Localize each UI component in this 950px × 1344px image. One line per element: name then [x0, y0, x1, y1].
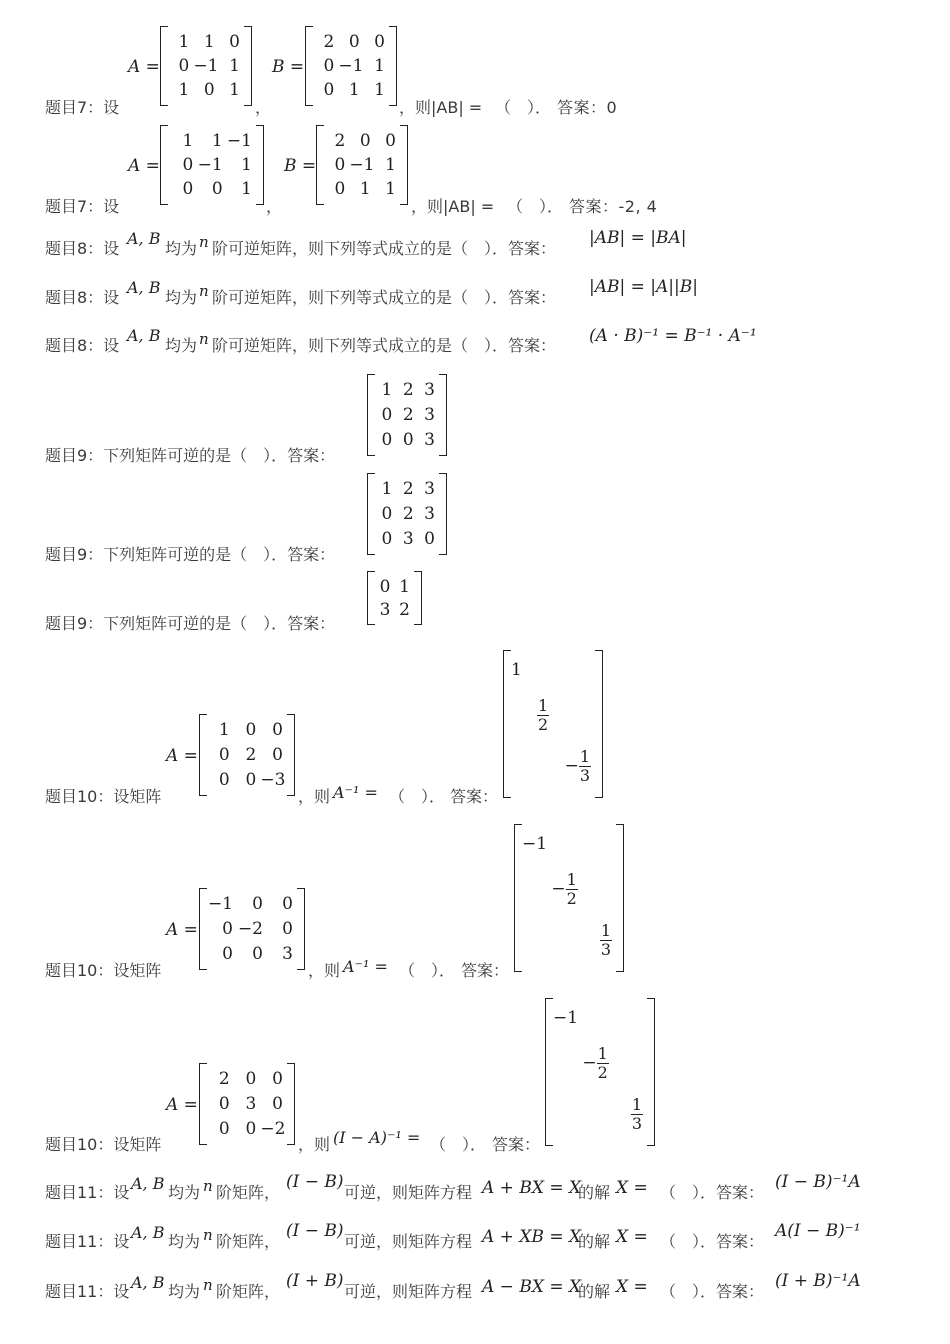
bracket-right: [287, 1063, 295, 1145]
q10a-label: 题目10：设矩阵: [45, 787, 162, 806]
matrix-cell: 0: [245, 1069, 257, 1090]
sign: −: [564, 755, 579, 776]
q9c-matrix: [367, 571, 422, 625]
q10c-then: ，则: [298, 1135, 331, 1154]
fraction: $\frac{1}{3}$: [600, 920, 611, 959]
q10c-label: 题目10：设矩阵: [45, 1135, 162, 1154]
bracket-left: [367, 374, 375, 456]
q10b-A-eq: A =: [166, 920, 198, 940]
matrix-cell: 0: [334, 179, 346, 199]
matrix-cell: 0: [245, 1118, 257, 1139]
matrix-cell: 2: [323, 32, 335, 52]
q10a-paren: （ ）．: [389, 787, 446, 806]
bracket-left: [160, 26, 168, 106]
q11b-AB: A, B: [131, 1223, 165, 1242]
matrix-cell: 1: [178, 80, 190, 100]
matrix-cell: 0: [385, 131, 396, 151]
matrix-cell: 0: [218, 745, 230, 765]
bracket-right: [244, 26, 252, 106]
matrix-cell: −1: [226, 131, 252, 151]
matrix-cell: 0: [282, 894, 293, 915]
bracket-left: [160, 125, 168, 205]
q10a-A-eq: A =: [166, 746, 198, 766]
matrix-cell: 2: [245, 745, 257, 765]
q11c-paren: （ ）．答案：: [660, 1282, 765, 1301]
bracket-right: [400, 125, 408, 205]
matrix-cell: 0: [252, 894, 263, 915]
q7a-then: ，则|AB| =: [399, 98, 483, 117]
matrix-cell: 1: [385, 179, 396, 199]
q11b-mid1: 均为: [168, 1232, 201, 1251]
q11b-X: X =: [616, 1227, 648, 1247]
bracket-right: [414, 571, 422, 625]
q8b-AB: A, B: [127, 278, 161, 297]
q7a-matrix-B: [305, 26, 397, 106]
q11b-answer: A(I − B)⁻¹: [775, 1221, 861, 1241]
q8a-n: n: [199, 233, 209, 251]
q7a-A-eq: A =: [128, 57, 160, 77]
q11b-mid2: 阶矩阵，: [216, 1232, 281, 1251]
diag-entry-2: [582, 1045, 608, 1082]
q11a-inv-text: 可逆，则矩阵方程: [344, 1183, 473, 1202]
q11a-mid2: 阶矩阵，: [216, 1183, 281, 1202]
matrix-cell: 0: [402, 429, 414, 450]
matrix-cell: 1: [218, 720, 230, 741]
bracket-left: [367, 473, 375, 555]
matrix-cell: 0: [218, 1094, 230, 1114]
q10a-answer-matrix: [503, 650, 603, 798]
q8c-answer: (A · B)⁻¹ = B⁻¹ · A⁻¹: [589, 326, 757, 346]
q10b-label: 题目10：设矩阵: [45, 961, 162, 980]
q8a-mid2: 阶可逆矩阵，则下列等式成立的是（ ）．答案：: [212, 239, 557, 258]
q11b-n: n: [203, 1226, 213, 1244]
bracket-right: [389, 26, 397, 106]
matrix-cell: 0: [252, 943, 263, 964]
q7b-matrix-B: [316, 125, 408, 205]
q7a-matrix-A: [160, 26, 252, 106]
fraction: $\frac{1}{2}$: [566, 870, 577, 909]
q8c-AB: A, B: [127, 326, 161, 345]
matrix-cell: 1: [182, 131, 194, 151]
q11a-answer: (I − B)⁻¹A: [775, 1172, 861, 1192]
q7a-paren: （ ）．: [495, 98, 552, 117]
bracket-left: [503, 650, 511, 798]
matrix-cell: −1: [193, 56, 219, 76]
matrix-cell: 1: [241, 179, 252, 199]
q7b-comma: ，: [266, 197, 283, 216]
matrix-cell: 1: [178, 32, 190, 52]
matrix-cell: 1: [229, 80, 240, 100]
matrix-cell: 0: [323, 80, 335, 100]
diag-entry-2: [537, 697, 549, 734]
matrix-cell: 3: [282, 943, 293, 964]
q8a-AB: A, B: [127, 229, 161, 248]
matrix-cell: 0: [334, 155, 346, 175]
matrix-cell: 2: [399, 599, 410, 620]
q10b-answer-matrix: [514, 824, 624, 972]
matrix-cell: 0: [211, 179, 223, 199]
matrix-cell: 3: [424, 380, 435, 401]
matrix-cell: 1: [399, 576, 410, 597]
sign: −: [582, 1053, 597, 1074]
q11b-paren: （ ）．答案：: [660, 1232, 765, 1251]
q7a-label: 题目7：设: [45, 98, 120, 117]
matrix-cell: 2: [402, 405, 414, 425]
matrix-cell: 0: [218, 1118, 230, 1139]
matrix-cell: 3: [424, 429, 435, 450]
q7b-B-eq: B =: [284, 156, 317, 176]
q7b-label: 题目7：设: [45, 197, 120, 216]
matrix-cell: 1: [348, 80, 360, 100]
matrix-cell: 0: [178, 56, 190, 76]
matrix-cell: 2: [402, 479, 414, 500]
q7b-answer: 答案：-2, 4: [569, 197, 658, 216]
matrix-cell: 2: [402, 380, 414, 401]
matrix-cell: −1: [207, 894, 233, 915]
matrix-cell: 0: [222, 943, 233, 964]
matrix-cell: 0: [381, 528, 393, 549]
q8c-mid: 均为: [165, 336, 198, 355]
diag-entry-3: [631, 1096, 643, 1133]
matrix-cell: 0: [272, 745, 283, 765]
matrix-cell: 0: [229, 32, 240, 52]
matrix-cell: 0: [245, 769, 257, 790]
bracket-left: [367, 571, 375, 625]
q10b-inv: A⁻¹ =: [343, 957, 388, 976]
bracket-right: [287, 714, 295, 796]
bracket-right: [439, 374, 447, 456]
matrix-cell: 0: [323, 56, 335, 76]
bracket-left: [199, 1063, 207, 1145]
q11c-X: X =: [616, 1277, 648, 1297]
matrix-cell: 2: [334, 131, 346, 151]
matrix-cell: 0: [348, 32, 360, 52]
q11c-label: 题目11：设: [45, 1282, 130, 1301]
matrix-cell: 0: [359, 131, 371, 151]
matrix-cell: 3: [424, 405, 435, 425]
matrix-cell: 0: [182, 179, 194, 199]
q9b-matrix: [367, 473, 447, 555]
q10a-matrix-A: [199, 714, 295, 796]
matrix-cell: 2: [402, 504, 414, 524]
bracket-left: [305, 26, 313, 106]
q11a-mid1: 均为: [168, 1183, 201, 1202]
matrix-cell: −3: [260, 769, 286, 790]
diag-entry-2: [551, 871, 577, 908]
matrix-cell: 0: [203, 80, 215, 100]
q7a-B-eq: B =: [272, 57, 305, 77]
q8c-mid2: 阶可逆矩阵，则下列等式成立的是（ ）．答案：: [212, 336, 557, 355]
matrix-cell: 1: [374, 80, 385, 100]
q7a-comma: ，: [255, 98, 272, 117]
matrix-cell: 3: [424, 504, 435, 524]
fraction: $\frac{1}{2}$: [538, 696, 549, 735]
matrix-cell: 0: [245, 720, 257, 741]
q11b-cond: (I − B): [286, 1221, 344, 1241]
q11a-AB: A, B: [131, 1174, 165, 1193]
q7b-then: ，则|AB| =: [411, 197, 495, 216]
q7b-paren: （ ）．: [507, 197, 564, 216]
q10b-answer-label: 答案：: [461, 961, 510, 980]
q8a-mid: 均为: [165, 239, 198, 258]
q8b-label: 题目8：设: [45, 288, 120, 307]
bracket-left: [316, 125, 324, 205]
q11c-answer: (I + B)⁻¹A: [775, 1271, 861, 1291]
diag-entry-3: [565, 748, 591, 785]
matrix-cell: 0: [218, 769, 230, 790]
matrix-cell: −2: [237, 919, 263, 939]
q10b-paren: （ ）．: [399, 961, 456, 980]
bracket-right: [439, 473, 447, 555]
bracket-left: [199, 888, 207, 970]
q11a-eq: A + BX = X: [482, 1178, 582, 1198]
matrix-cell: −1: [197, 155, 223, 175]
q10a-then: ，则: [298, 787, 331, 806]
matrix-cell: 0: [272, 1094, 283, 1114]
q10c-A-eq: A =: [166, 1095, 198, 1115]
matrix-cell: 1: [211, 131, 223, 151]
matrix-cell: 0: [381, 405, 393, 425]
sign: −: [551, 879, 566, 900]
q11c-mid2: 阶矩阵，: [216, 1282, 281, 1301]
q11b-label: 题目11：设: [45, 1232, 130, 1251]
q10c-paren: （ ）．: [430, 1135, 487, 1154]
diag-entry-3: [600, 922, 612, 959]
bracket-left: [514, 824, 522, 972]
matrix-cell: 2: [218, 1069, 230, 1090]
q7b-matrix-A: [160, 125, 264, 205]
matrix-cell: −1: [349, 155, 375, 175]
matrix-cell: 1: [229, 56, 240, 76]
q7b-A-eq: A =: [128, 156, 160, 176]
q11a-n: n: [203, 1177, 213, 1195]
bracket-right: [595, 650, 603, 798]
q11a-cond: (I − B): [286, 1172, 344, 1192]
matrix-cell: 1: [374, 56, 385, 76]
q10c-answer-label: 答案：: [492, 1135, 541, 1154]
q8c-label: 题目8：设: [45, 336, 120, 355]
q8b-answer: |AB| = |A||B|: [589, 277, 698, 297]
bracket-right: [616, 824, 624, 972]
q11c-AB: A, B: [131, 1273, 165, 1292]
bracket-right: [647, 998, 655, 1146]
matrix-cell: −2: [260, 1118, 286, 1139]
q11a-sol: 的解: [578, 1183, 611, 1202]
q11c-n: n: [203, 1276, 213, 1294]
fraction: $\frac{1}{3}$: [631, 1094, 642, 1133]
q11c-eq: A − BX = X: [482, 1277, 582, 1297]
q8b-n: n: [199, 282, 209, 300]
matrix-cell: 3: [424, 479, 435, 500]
q11a-label: 题目11：设: [45, 1183, 130, 1202]
matrix-cell: 1: [381, 479, 393, 500]
q11c-sol: 的解: [578, 1282, 611, 1301]
q10c-answer-matrix: [545, 998, 655, 1146]
diag-entry-1: −1: [553, 1008, 579, 1028]
q10c-inv: (I − A)⁻¹ =: [333, 1128, 421, 1147]
matrix-cell: 1: [203, 32, 215, 52]
q10c-matrix-A: [199, 1063, 295, 1145]
fraction: $\frac{1}{3}$: [579, 746, 590, 785]
q11a-paren: （ ）．答案：: [660, 1183, 765, 1202]
matrix-cell: 0: [222, 919, 233, 939]
diag-entry-1: 1: [511, 660, 522, 680]
bracket-right: [256, 125, 264, 205]
q11c-mid1: 均为: [168, 1282, 201, 1301]
matrix-cell: 1: [241, 155, 252, 175]
q11c-inv-text: 可逆，则矩阵方程: [344, 1282, 473, 1301]
q10b-matrix-A: [199, 888, 305, 970]
q8b-mid: 均为: [165, 288, 198, 307]
q8a-answer: |AB| = |BA|: [589, 228, 687, 248]
q8b-mid2: 阶可逆矩阵，则下列等式成立的是（ ）．答案：: [212, 288, 557, 307]
q11b-inv-text: 可逆，则矩阵方程: [344, 1232, 473, 1251]
q9c-label: 题目9：下列矩阵可逆的是（ ）．答案：: [45, 614, 336, 633]
matrix-cell: 1: [359, 179, 371, 199]
matrix-cell: 1: [381, 380, 393, 401]
q11b-sol: 的解: [578, 1232, 611, 1251]
q11a-X: X =: [616, 1178, 648, 1198]
bracket-right: [297, 888, 305, 970]
matrix-cell: 0: [381, 429, 393, 450]
q9b-label: 题目9：下列矩阵可逆的是（ ）．答案：: [45, 545, 336, 564]
q8c-n: n: [199, 330, 209, 348]
q11b-eq: A + XB = X: [482, 1227, 582, 1247]
matrix-cell: 0: [182, 155, 194, 175]
diag-entry-1: −1: [522, 834, 548, 854]
matrix-cell: 3: [379, 599, 391, 620]
fraction: $\frac{1}{2}$: [597, 1044, 608, 1083]
q9a-matrix: [367, 374, 447, 456]
matrix-cell: 0: [381, 504, 393, 524]
q7a-answer: 答案：0: [557, 98, 618, 117]
q9a-label: 题目9：下列矩阵可逆的是（ ）．答案：: [45, 446, 336, 465]
matrix-cell: −1: [338, 56, 364, 76]
q10a-answer-label: 答案：: [450, 787, 499, 806]
q11c-cond: (I + B): [286, 1271, 344, 1291]
matrix-cell: 0: [374, 32, 385, 52]
bracket-left: [199, 714, 207, 796]
matrix-cell: 3: [402, 528, 414, 549]
matrix-cell: 0: [272, 720, 283, 741]
matrix-cell: 0: [282, 919, 293, 939]
matrix-cell: 0: [379, 576, 391, 597]
matrix-cell: 3: [245, 1094, 257, 1114]
q10b-then: ，则: [308, 961, 341, 980]
matrix-cell: 1: [385, 155, 396, 175]
q10a-inv: A⁻¹ =: [333, 783, 378, 802]
bracket-left: [545, 998, 553, 1146]
q8a-label: 题目8：设: [45, 239, 120, 258]
matrix-cell: 0: [272, 1069, 283, 1090]
matrix-cell: 0: [424, 528, 435, 549]
